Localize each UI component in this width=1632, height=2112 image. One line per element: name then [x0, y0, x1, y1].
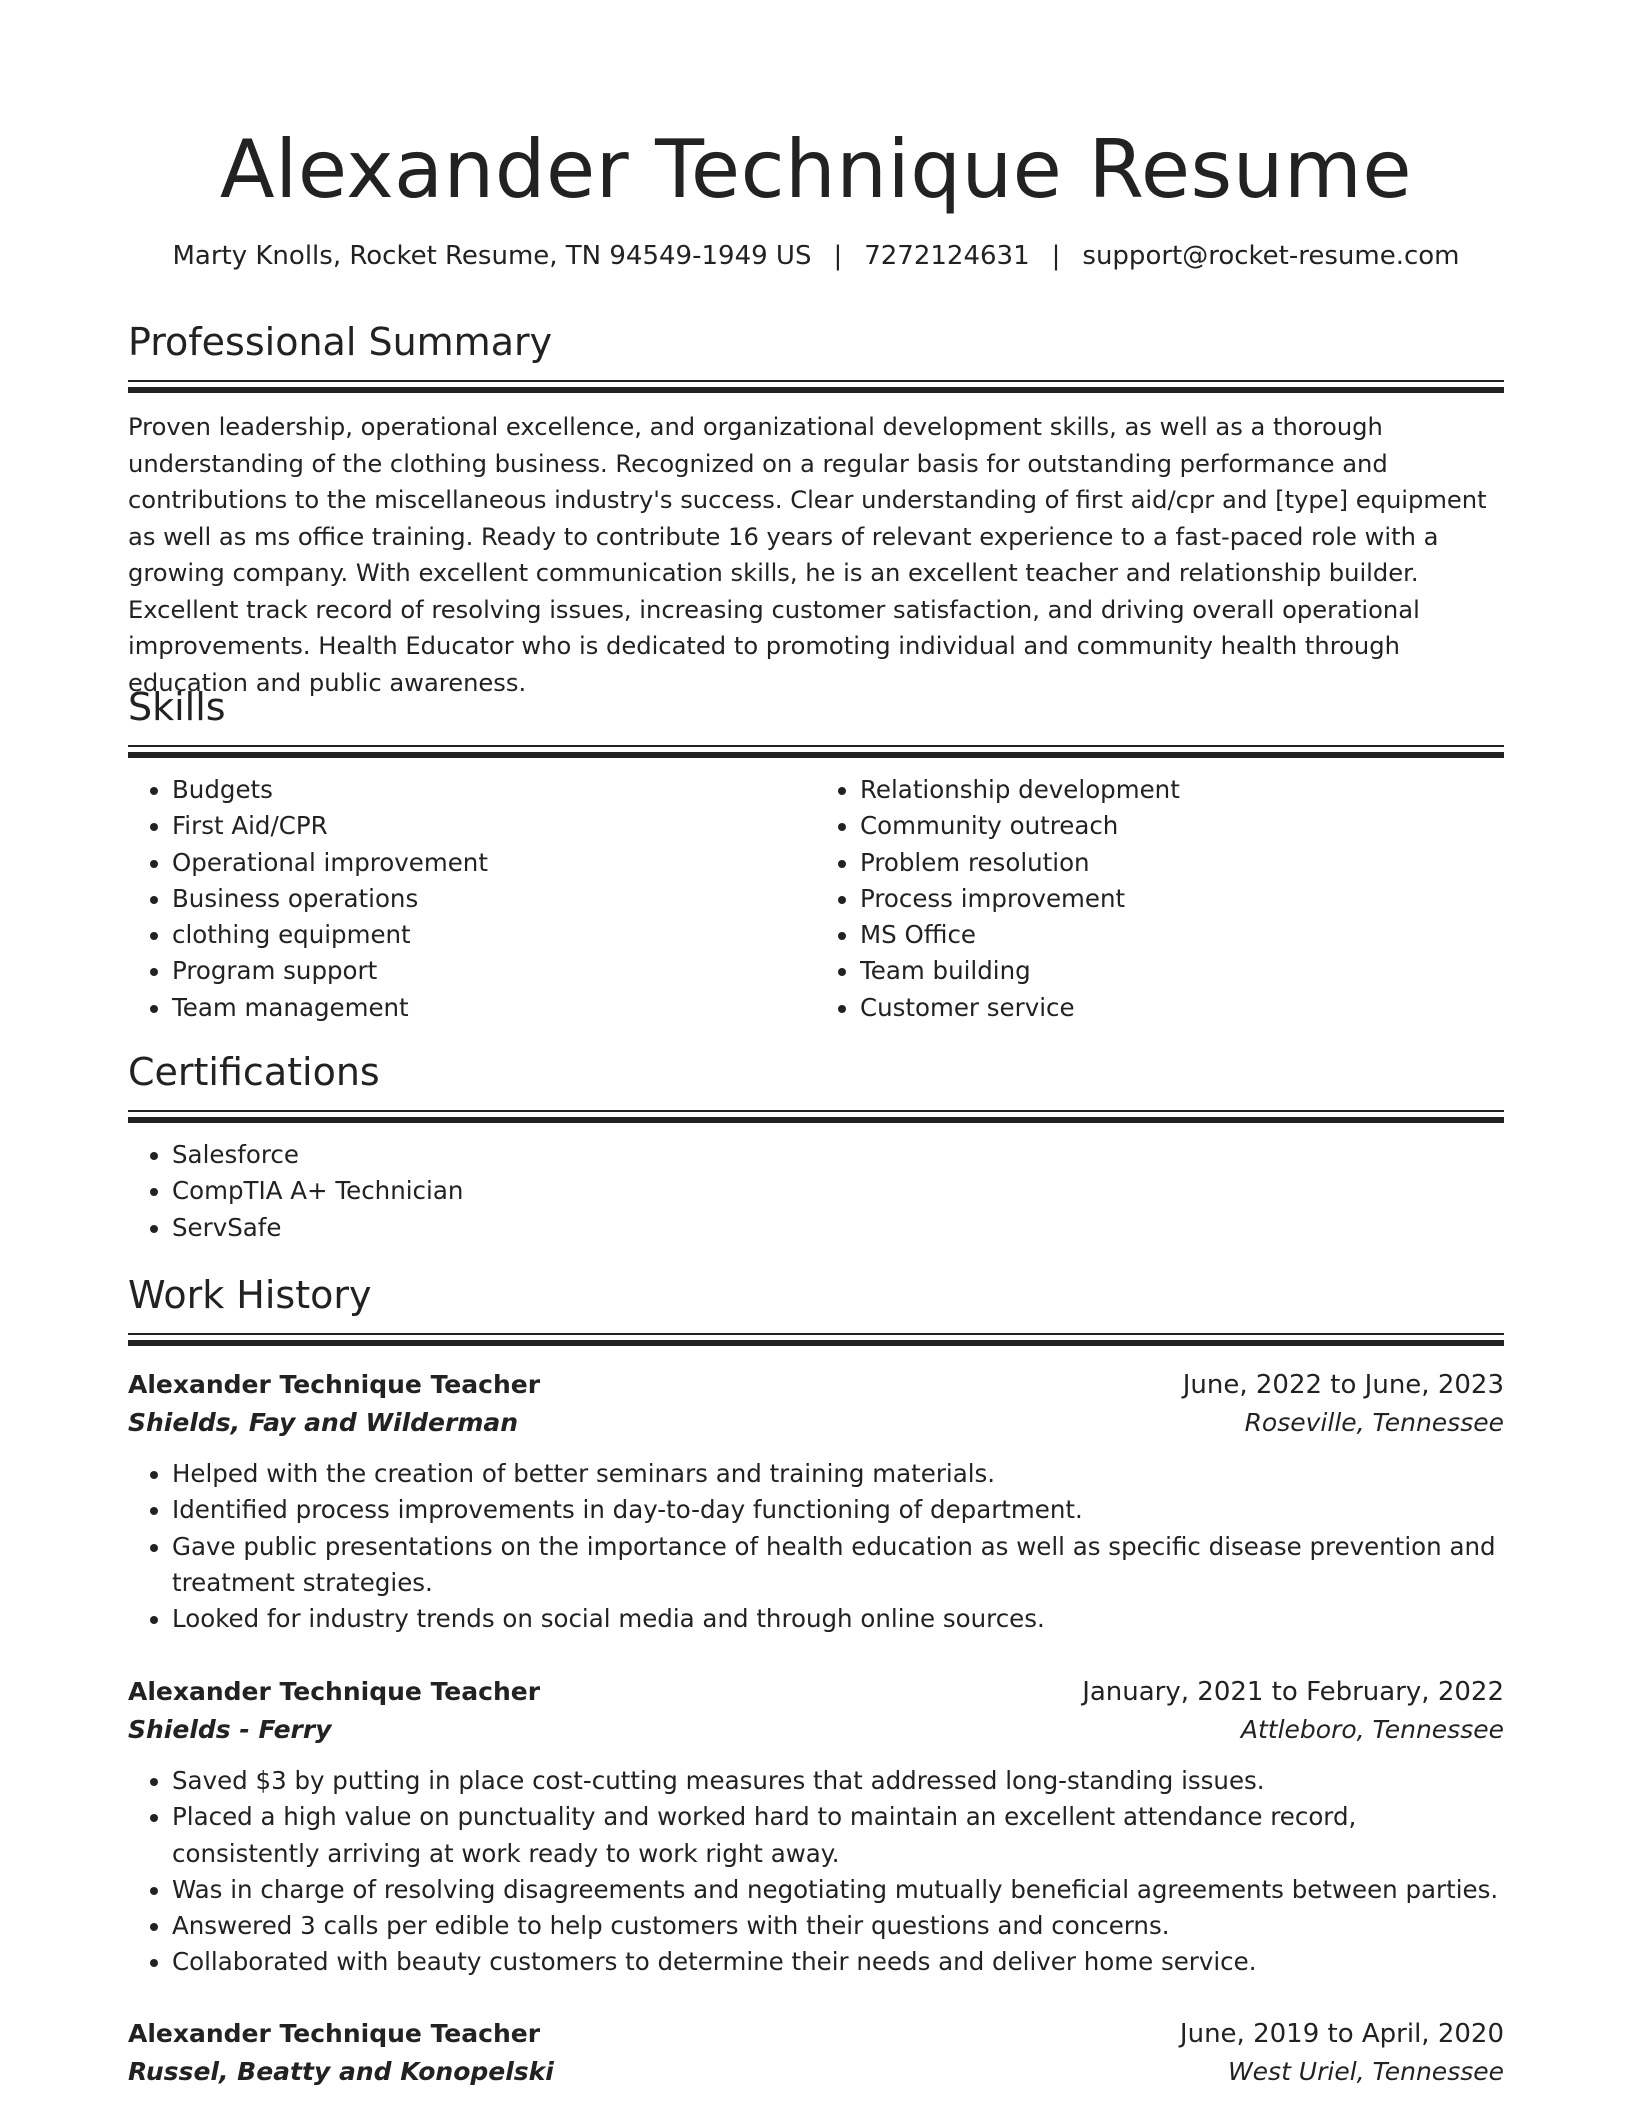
job-entry [128, 1366, 1504, 1637]
section-divider [128, 387, 1504, 393]
section-heading-summary: Professional Summary [128, 316, 1504, 382]
section-heading-work-history: Work History [128, 1269, 1504, 1335]
section-heading-certifications: Certifications [128, 1046, 1504, 1112]
contact-phone[interactable]: 7272124631 [864, 241, 1030, 271]
job-bullets [128, 1763, 1504, 1981]
job-location: Attleboro, Tennessee [1240, 1715, 1504, 1744]
job-company: Shields, Fay and Wilderman [128, 1408, 519, 1437]
job-dates: January, 2021 to February, 2022 [1082, 1677, 1504, 1707]
job-bullet: • Answered 3 calls per edible to help customers with their questions and concerns. [172, 1908, 1504, 1944]
job-dates: June, 2019 to April, 2020 [1179, 2019, 1504, 2049]
job-bullet: • Placed a high value on punctuality and worked hard to maintain an excellent attendance record, consistently arriving at work ready to work right away. [172, 1799, 1504, 1872]
skill-item: • Operational improvement [172, 845, 816, 881]
section-divider [128, 752, 1504, 758]
certification-item: • ServSafe [172, 1210, 1504, 1246]
contact-separator: | [833, 241, 843, 271]
skill-item: • Process improvement [860, 881, 1504, 917]
skills-columns [128, 772, 1504, 1026]
skill-item: • Program support [172, 953, 816, 989]
job-bullet: • Was in charge of resolving disagreements and negotiating mutually beneficial agreements between parties. [172, 1872, 1504, 1908]
job-location: West Uriel, Tennessee [1227, 2057, 1504, 2086]
job-bullet: • Saved $3 by putting in place cost-cutting measures that addressed long-standing issues. [172, 1763, 1504, 1799]
summary-section [128, 316, 1504, 701]
skills-list-right [816, 772, 1504, 1026]
certification-item: • CompTIA A+ Technician [172, 1173, 1504, 1209]
job-dates: June, 2022 to June, 2023 [1182, 1370, 1504, 1400]
job-bullet: • Identified process improvements in day-to-day functioning of department. [172, 1492, 1504, 1528]
skill-item: • Problem resolution [860, 845, 1504, 881]
section-divider [128, 1117, 1504, 1123]
skill-item: • Relationship development [860, 772, 1504, 808]
contact-address: Marty Knolls, Rocket Resume, TN 94549-1949 US [172, 241, 812, 271]
skill-item: • Team building [860, 953, 1504, 989]
job-title: Alexander Technique Teacher [128, 1370, 541, 1399]
job-bullets [128, 1456, 1504, 1637]
contact-email[interactable]: support@rocket-resume.com [1082, 241, 1460, 271]
job-title: Alexander Technique Teacher [128, 2019, 541, 2048]
skill-item: • MS Office [860, 917, 1504, 953]
summary-text: Proven leadership, operational excellence, and organizational development skills, as well as a thorough understanding of the clothing business. Recognized on a regular basis for outstanding performance and contributions to the miscellaneous industry's success. Clear understanding of first aid/cpr and [type] equipment as well as ms office training. Ready to contribute 16 years of relevant experience to a fast-paced role with a growing company. With excellent communication skills, he is an excellent teacher and relationship builder. Excellent track record of resolving issues, increasing customer satisfaction, and driving overall operational improvements. Health Educator who is dedicated to promoting individual and community health through education and public awareness. [128, 413, 1487, 697]
job-location: Roseville, Tennessee [1244, 1408, 1504, 1437]
certifications-list [128, 1137, 1504, 1246]
skills-list-left [128, 772, 816, 1026]
job-title: Alexander Technique Teacher [128, 1677, 541, 1706]
contact-line [128, 238, 1504, 274]
section-heading-skills: Skills [128, 681, 1504, 747]
work-history-section [128, 1269, 1504, 1346]
contact-separator: | [1051, 241, 1061, 271]
skills-section [128, 681, 1504, 1026]
job-company: Shields - Ferry [128, 1715, 332, 1744]
skill-item: • Community outreach [860, 808, 1504, 844]
certifications-section [128, 1046, 1504, 1246]
job-bullet: • Looked for industry trends on social media and through online sources. [172, 1601, 1504, 1637]
skill-item: • Business operations [172, 881, 816, 917]
job-company: Russel, Beatty and Konopelski [128, 2057, 554, 2086]
skill-item: • Budgets [172, 772, 816, 808]
skill-item: • Team management [172, 990, 816, 1026]
job-bullet: • Gave public presentations on the importance of health education as well as specific disease prevention and treatment strategies. [172, 1529, 1504, 1602]
certification-item: • Salesforce [172, 1137, 1504, 1173]
skill-item: • clothing equipment [172, 917, 816, 953]
section-divider [128, 1340, 1504, 1346]
skill-item: • Customer service [860, 990, 1504, 1026]
resume-title: Alexander Technique Resume [219, 123, 1413, 216]
job-entry [128, 1673, 1504, 1981]
job-bullet: • Collaborated with beauty customers to determine their needs and deliver home service. [172, 1944, 1504, 1980]
job-entry [128, 2015, 1504, 2091]
job-bullet: • Helped with the creation of better seminars and training materials. [172, 1456, 1504, 1492]
skill-item: • First Aid/CPR [172, 808, 816, 844]
